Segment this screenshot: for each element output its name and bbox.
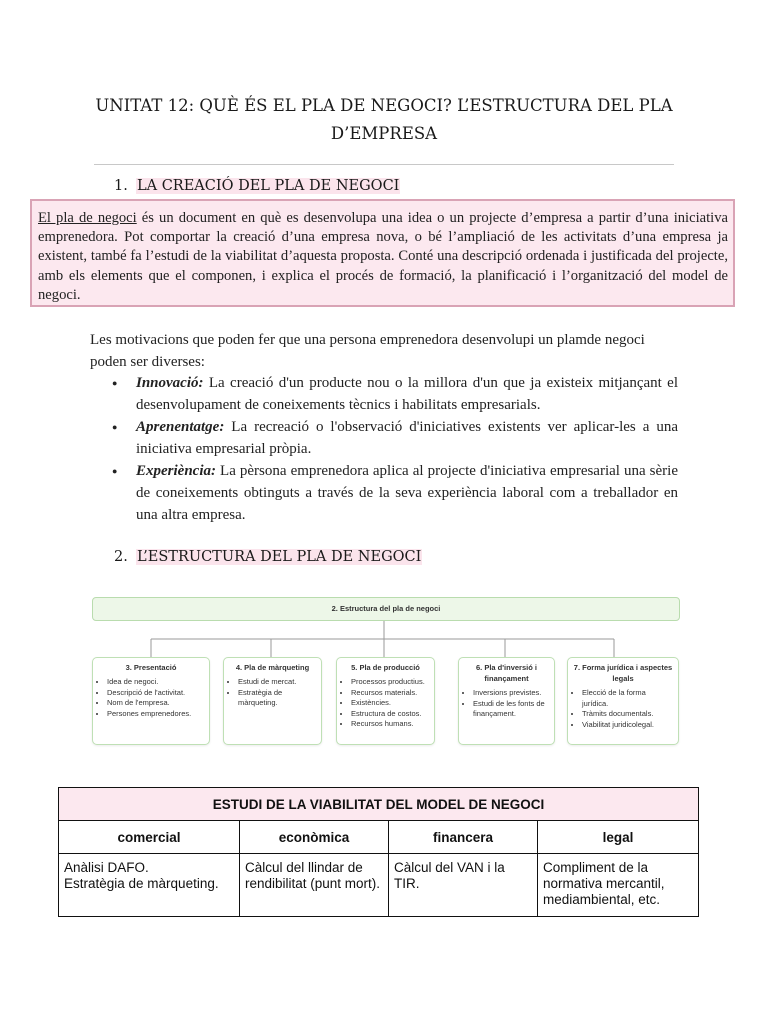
diagram-item: • Descripció de l'activitat. — [107, 688, 205, 699]
motivation-label: Experiència: — [136, 463, 216, 479]
motivation-item — [112, 416, 678, 460]
section1-number: 1. — [114, 178, 128, 194]
table-cell: Càlcul del VAN i la TIR. — [389, 854, 538, 917]
table-header-cell: legal — [538, 821, 699, 854]
motivations-intro: Les motivacions que poden fer que una persona emprenedora desenvolupi un plamde negoci poden ser diverses: — [90, 332, 645, 370]
diagram-item: • Persones emprenedores. — [107, 709, 205, 720]
section2-number: 2. — [114, 549, 128, 565]
table-cell: Càlcul del llindar de rendibilitat (punt mort). — [240, 854, 389, 917]
diagram-box-title: 3. Presentació — [125, 663, 177, 672]
diagram-item: • Estratègia de màrqueting. — [238, 688, 317, 709]
diagram-item: • Estructura de costos. — [351, 709, 430, 720]
definition-term: El pla de negoci — [38, 210, 137, 226]
section1-title: LA CREACIÓ DEL PLA DE NEGOCI — [137, 178, 400, 194]
diagram-box-inversio — [458, 657, 555, 745]
diagram-box-title: 5. Pla de producció — [351, 663, 420, 672]
motivation-item — [112, 460, 678, 526]
section1-heading — [114, 178, 400, 194]
diagram-box-title: 4. Pla de màrqueting — [235, 663, 310, 672]
table-caption: ESTUDI DE LA VIABILITAT DEL MODEL DE NEGOCI — [59, 788, 699, 821]
table-cell: Compliment de la normativa mercantil, mediambiental, etc. — [538, 854, 699, 917]
diagram-item: • Viabilitat juridicolegal. — [582, 720, 674, 731]
table-row — [59, 854, 699, 917]
section2-heading — [114, 549, 422, 565]
diagram-box-title: 6. Pla d'inversió i finançament — [476, 663, 537, 683]
diagram-item: • Idea de negoci. — [107, 677, 205, 688]
motivation-label: Innovació: — [136, 375, 204, 391]
diagram-box-marqueting — [223, 657, 322, 745]
viability-table — [58, 787, 699, 917]
diagram-item: • Processos productius. — [351, 677, 430, 688]
motivation-label: Aprenentatge: — [136, 419, 225, 435]
table-header-cell: econòmica — [240, 821, 389, 854]
diagram-box-forma-juridica — [567, 657, 679, 745]
structure-diagram — [90, 597, 682, 747]
definition-box — [30, 199, 735, 307]
page-title-line1: UNITAT 12: QUÈ ÉS EL PLA DE NEGOCI? L’ESTRUCTURA DEL PLA — [95, 96, 673, 115]
diagram-item: • Elecció de la forma jurídica. — [582, 688, 674, 709]
diagram-item: • Estudi de les fonts de finançament. — [473, 699, 550, 720]
title-divider — [94, 164, 674, 165]
page-title — [60, 92, 708, 148]
diagram-item: • Tràmits documentals. — [582, 709, 674, 720]
motivation-text: La creació d'un producte nou o la millora d'un que ja existeix mitjançant el desenvolupament de coneixements tècnics i habilitats empresarials. — [136, 375, 678, 413]
diagram-item: • Estudi de mercat. — [238, 677, 317, 688]
motivation-text: La pèrsona emprenedora aplica al projecte d'iniciativa empresarial una sèrie de coneixements obtinguts a través de la seva experiència laboral com a treballador en una altra empresa. — [136, 463, 678, 523]
diagram-item: • Existències. — [351, 698, 430, 709]
diagram-item: • Inversions previstes. — [473, 688, 550, 699]
page-title-line2: D’EMPRESA — [330, 124, 438, 143]
diagram-item: • Recursos humans. — [351, 719, 430, 730]
definition-text: és un document en què es desenvolupa una idea o un projecte d’empresa a partir d’una iniciativa emprenedora. Pot comportar la creació d’una empresa nova, o bé l’ampliació de les activitats d’una empresa ja existent, també fa l’estudi de la viabilitat d’aquesta proposta. Conté una descripció ordenada i justificada del projecte, amb els elements que el componen, i explica el procés de formació, la planificació i l’organització del model de negoci. — [38, 210, 728, 303]
diagram-box-presentacio — [92, 657, 210, 745]
section2-title: L’ESTRUCTURA DEL PLA DE NEGOCI — [137, 549, 422, 565]
diagram-root-box: 2. Estructura del pla de negoci — [92, 597, 680, 621]
motivation-item — [112, 372, 678, 416]
table-header-cell: comercial — [59, 821, 240, 854]
motivation-text: La recreació o l'observació d'iniciatives existents ver aplicar-les a una iniciativa empresarial pròpia. — [136, 419, 678, 457]
diagram-item: • Recursos materials. — [351, 688, 430, 699]
table-cell: Anàlisi DAFO. Estratègia de màrqueting. — [59, 854, 240, 917]
motivations-list — [112, 372, 678, 526]
table-header-cell: financera — [389, 821, 538, 854]
diagram-box-produccio — [336, 657, 435, 745]
diagram-box-title: 7. Forma jurídica i aspectes legals — [573, 663, 673, 683]
diagram-item: • Nom de l'empresa. — [107, 698, 205, 709]
